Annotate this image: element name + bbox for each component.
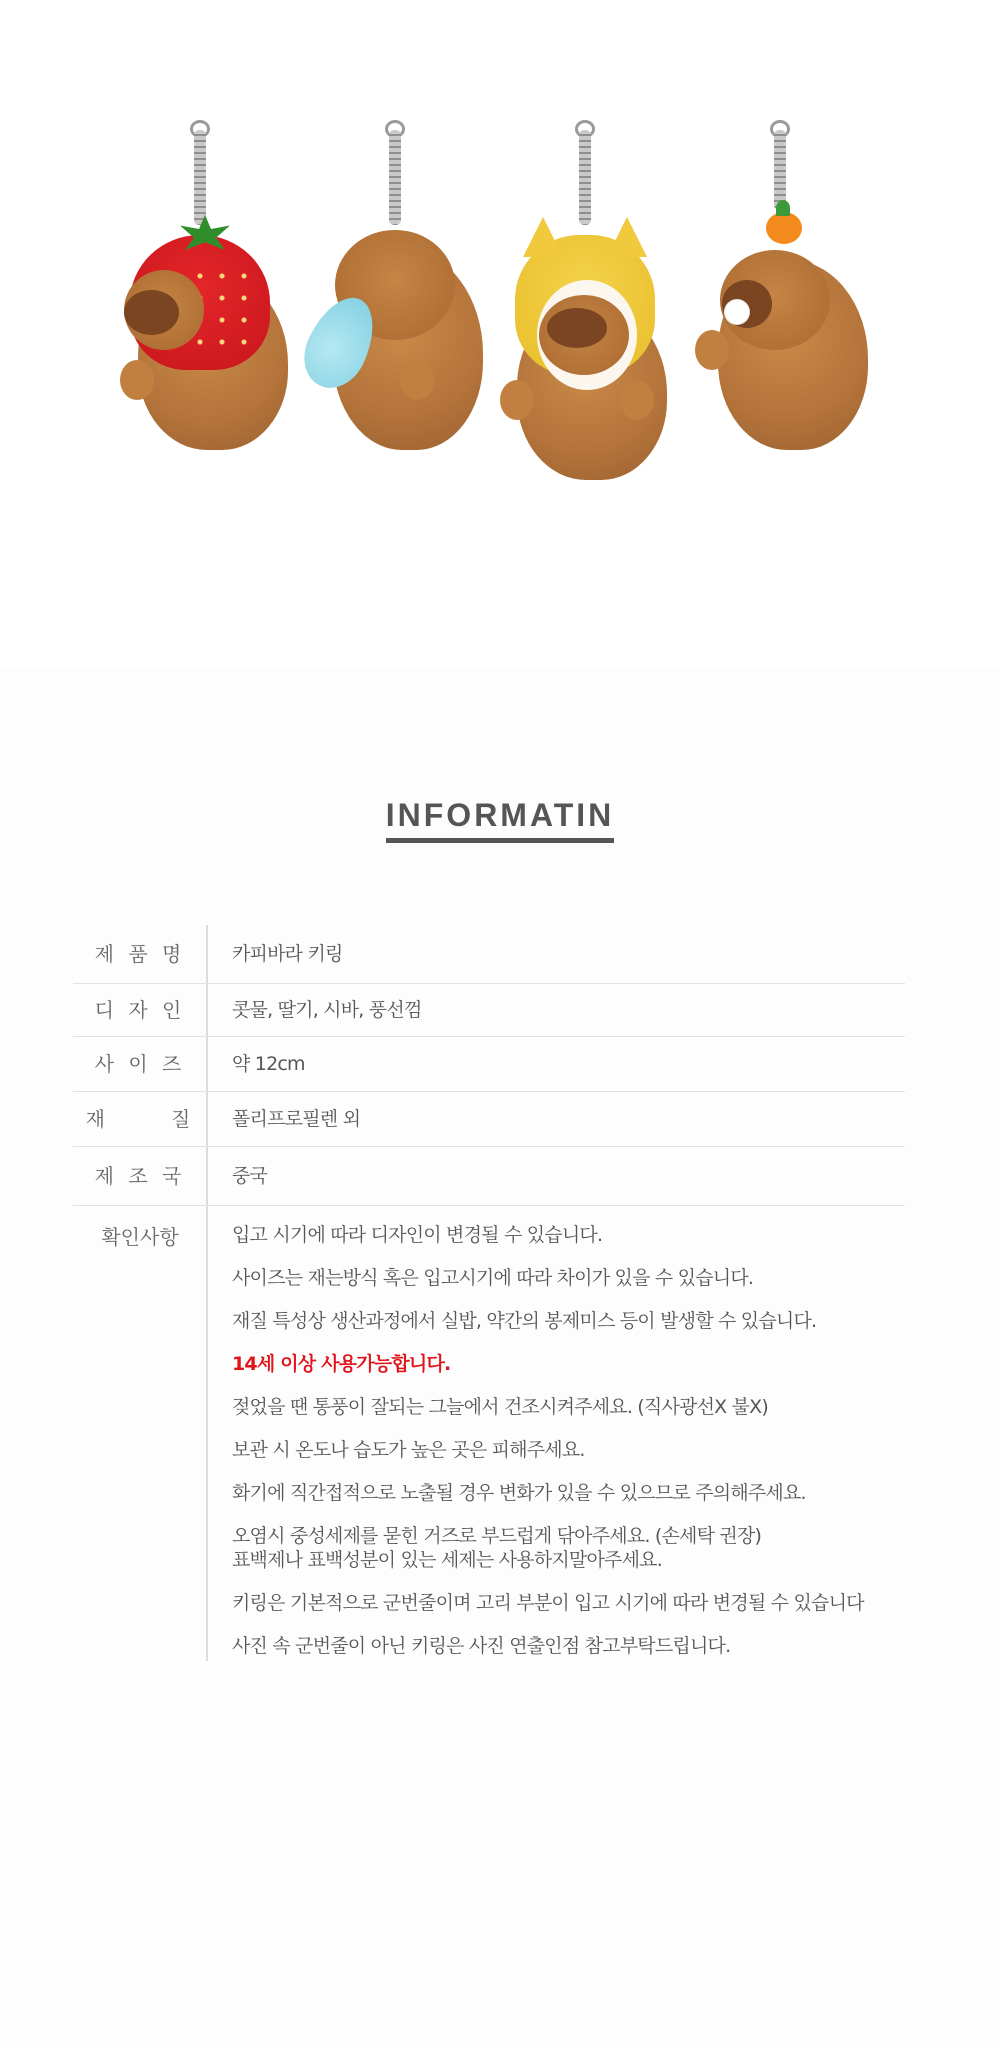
info-label: 제 품 명 xyxy=(94,942,186,966)
gum-bubble xyxy=(725,300,749,324)
info-value: 폴리프로필렌 외 xyxy=(232,1108,361,1130)
note-item: 사진 속 군번줄이 아닌 키링은 사진 연출인점 참고부탁드립니다. xyxy=(232,1635,731,1657)
ball-chain xyxy=(774,130,786,210)
info-value: 약 12cm xyxy=(232,1053,305,1075)
shiba-capybara-keyring xyxy=(495,130,675,460)
note-item: 재질 특성상 생산과정에서 실밥, 약간의 봉제미스 등이 발생할 수 있습니다. xyxy=(232,1310,817,1332)
note-item: 입고 시기에 따라 디자인이 변경될 수 있습니다. xyxy=(232,1224,603,1246)
tangerine xyxy=(766,212,802,244)
notes-list xyxy=(207,1206,864,1661)
note-item-cleaning: 오염시 중성세제를 묻힌 거즈로 부드럽게 닦아주세요. (손세탁 권장) 표백제나 표백성분이 있는 세제는 사용하지말아주세요. xyxy=(232,1525,762,1571)
info-label: 디 자 인 xyxy=(94,998,186,1022)
info-label: 재 질 xyxy=(85,1107,195,1131)
ball-chain xyxy=(579,130,591,225)
info-row-origin xyxy=(73,1147,905,1206)
age-warning: 14세 이상 사용가능합니다. xyxy=(232,1353,451,1375)
product-photo-area xyxy=(0,0,1000,668)
note-item: 젖었을 땐 통풍이 잘되는 그늘에서 건조시켜주세요. (직사광선X 불X) xyxy=(232,1396,768,1418)
note-item: 화기에 직간접적으로 노출될 경우 변화가 있을 수 있으므로 주의해주세요. xyxy=(232,1482,806,1504)
info-row-material xyxy=(73,1092,905,1147)
note-item: 키링은 기본적으로 군번줄이며 고리 부분이 입고 시기에 따라 변경될 수 있습니다 xyxy=(232,1592,864,1614)
info-label: 제 조 국 xyxy=(94,1164,186,1188)
info-row-notes xyxy=(73,1206,905,1661)
tears-capybara-keyring xyxy=(305,130,485,460)
info-title: INFORMATIN xyxy=(0,797,1000,843)
note-item: 사이즈는 재는방식 혹은 입고시기에 따라 차이가 있을 수 있습니다. xyxy=(232,1267,754,1289)
info-row-product-name xyxy=(73,925,905,984)
ball-chain xyxy=(194,130,206,225)
info-value: 카피바라 키링 xyxy=(232,943,343,965)
strawberry-capybara-keyring xyxy=(110,130,290,460)
info-label: 사 이 즈 xyxy=(94,1052,186,1076)
info-row-size xyxy=(73,1037,905,1092)
info-value: 콧물, 딸기, 시바, 풍선껌 xyxy=(232,999,422,1021)
info-row-design xyxy=(73,984,905,1037)
info-label: 확인사항 xyxy=(101,1225,179,1249)
info-table xyxy=(73,925,905,1661)
note-item: 보관 시 온도나 습도가 높은 곳은 피해주세요. xyxy=(232,1439,585,1461)
bubblegum-capybara-keyring xyxy=(690,130,870,460)
ball-chain xyxy=(389,130,401,225)
info-value: 중국 xyxy=(232,1165,268,1187)
